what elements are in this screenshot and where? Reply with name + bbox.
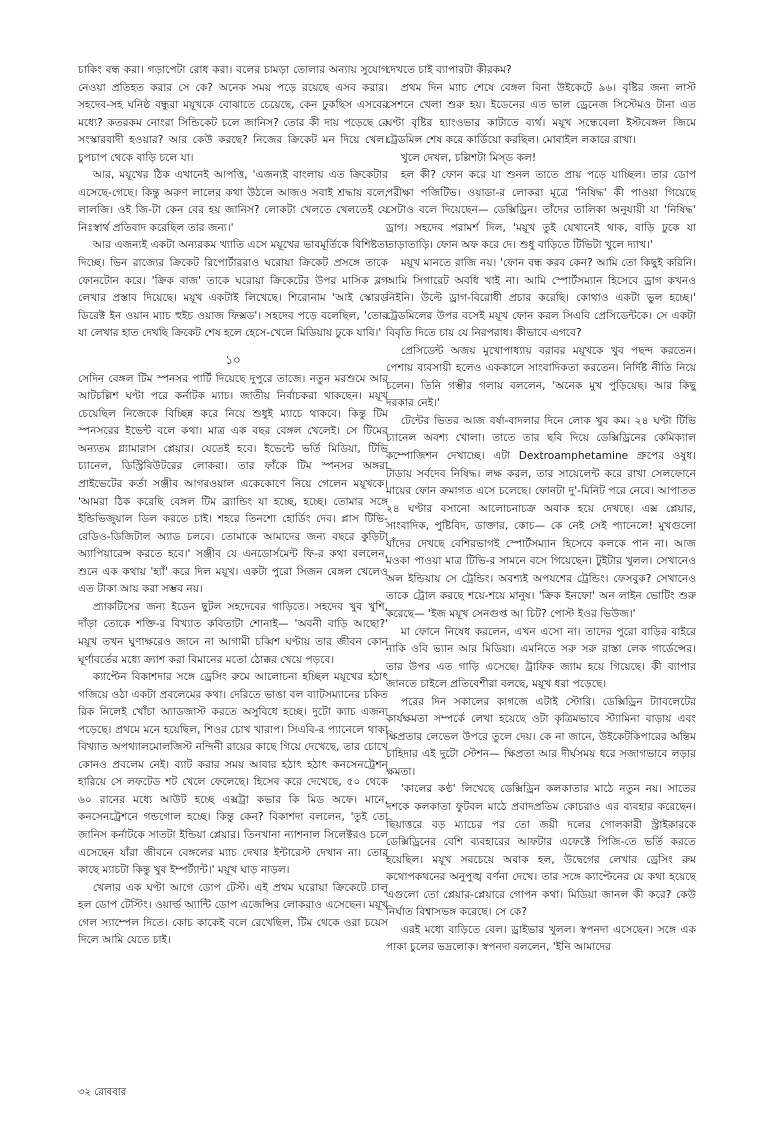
right-column bbox=[386, 62, 696, 957]
body-paragraph: চাকিং বন্ধ করা। গড়াপেটা রোধ করা। বলের চামড়া তোলার অন্যায় সুযোগ নেওয়া প্রতিহত করার সে কে? অনেক সময় পড়ে রয়েছে এসব করার। সহদেব-সহ ঘনিষ্ঠ বন্ধুরা ময়ূখকে বোঝাতে চেয়েছে, কেন ঢুকছিস এসবের মধ্যে? কতরকম নোংরা সিন্ডিকেট চলে জানিস? তোর কী দায় পড়েছে রে সংস্কারবাদী হওয়ার? আর কেউ করছে? নিজের ক্রিকেট মন দিয়ে খেল। চুপচাপ থেকে বাড়ি চলে যা। bbox=[78, 64, 388, 164]
body-paragraph: মা ফোনে নিষেধ করলেন, এখন এসো না। তাদের পুরো বাড়ির বাইরে নাকি ওবি ভ্যান আর মিডিয়া। এমনিতে সরু সরু রাস্তা লেক গার্ডেন্সের। তার উপর এত গাড়ি এসেছে। ট্রাফিক জ্যাম হয়ে গিয়েছে। কী ব্যাপার জানতে চাইলে প্রতিবেশীরা বলছে, ময়ূখ ধরা পড়েছে। bbox=[386, 625, 696, 691]
body-paragraph: খেলার এক ঘণ্টা আগে ডোপ টেস্ট। এই প্রথম ঘরোয়া ক্রিকেটে চালু হল ডোপ টেস্টিং। ওয়ার্ল্ড অ্যান্টি ডোপ এজেন্সির লোকরাও এসেছেন। ময়ূখ গেল স্যাম্পেল দিতে। কোচ কাকেই বলে রেখেছিল, টিম থেকে ওরা চয়েস দিলে আমি যেতে চাই। bbox=[78, 881, 388, 947]
body-paragraph: আর এজন্যই একটা অন্যরকম খ্যাতি এসে ময়ূখের ভাবমূর্তিকে বিশিষ্টতা দিচ্ছে। ভিন রাজ্যের ক্রিকেট রিপোর্টাররাও ঘরোয়া ক্রিকেট প্রসঙ্গে তাকে ফোনটোন করে। 'ক্রিক বাজ' তাকে ঘরোয়া ক্রিকেটের উপর মাসিক ব্লগ লেখার প্রস্তাব দিয়েছে। ময়ূখ একটাই লিখেছে। শিরোনাম 'আই স্কোরড ডিরেক্ট ইন ওয়ান ম্যাচ হুইচ ওয়াজ ফিক্সড'। সহদেব পড়ে বলেছিল, 'তোর যা লেখার হাত দেখছি ক্রিকেট শেষ হলে হেসে-খেলে মিডিয়ায় ঢুকে যাবি।' bbox=[78, 239, 388, 340]
body-paragraph: 'কালের কণ্ঠ' লিখেছে ডেক্সিড্রিন কলকাতার মাঠে নতুন নয়। সাতের দশকে কলকাতা ফুটবল মাঠে প্রবাদপ্রতিম কোচরাও এর ব্যবহার করেছেন। ছিয়াত্তরে বড় ম্যাচের পর তো জয়ী দলের গোলকারী স্ট্রাইকারকে ডেক্সিড্রিনের বেশি ব্যবহারের আফটার এফেক্টে পিজি-তে ভর্তি করতে হয়েছিল। ময়ূখ সবচেয়ে অবাক হল, উদ্বেগের লেখার ড্রেসিং রুম কথোপকথনের অনুপুঙ্খ বর্ণনা দেখে। তার সঙ্গে ক্যাপ্টেনের যে কথা হয়েছে এগুলো তো প্লেয়ার-প্লেয়ারে গোপন কথা। মিডিয়া জানল কী করে? কেউ নির্ঘাত বিশ্বাসভঙ্গ করেছে। সে কে? bbox=[386, 783, 696, 919]
page-number: ৩২ bbox=[78, 1087, 92, 1098]
body-paragraph: আর, ময়ূখের ঠিক এখানেই আপত্তি, 'এজন্যই বাংলায় এত ক্রিকেটার এসেছে-গেছে। কিন্তু অরুণ লালের কথা উঠলে আজও সবাই শ্রদ্ধায় বলে, লালজি। ওই জি-টা কেন বের হয় জানিস? লোকটা খেলতে খেলতেই যে নিঃস্বার্থ প্রতিবাদ করেছিল তার জন্য।' bbox=[78, 169, 388, 234]
body-paragraph: দেখতে চাই ব্যাপারটা কীরকম? bbox=[386, 64, 512, 76]
body-paragraph: হল কী? ফোন করে যা শুনল তাতে প্রায় পড়ে যাচ্ছিল। তার ডোপ পরীক্ষা পজিটিভ। ওয়াডা-র লোকরা মূত্রে 'নিষিদ্ধ' কী পাওয়া গিয়েছে সেটাও বলে দিয়েছেন— ডেক্সিড্রিন। তাঁদের তালিকা অনুযায়ী যা 'নিষিদ্ধ' ড্রাগ। সহদেব পরামর্শ দিল, 'ময়ূখ তুই যেখানেই থাক, বাড়ি ঢুকে যা তাড়াতাড়ি। ফোন অফ করে দে। শুধু বাড়িতে টিভিটা খুলে দ্যাখ।' bbox=[386, 169, 696, 252]
body-paragraph: ক্যাপ্টেন বিকাশদার সঙ্গে ড্রেসিং রুমে আলোচনা হচ্ছিল ময়ূখের হঠাৎ গজিয়ে ওঠা একটা প্রবলেমের কথা। দেরিতে ভাঙা বল ব্যাটসম্যানের চকিত রিক নিলেই খোঁচা অ্যাডজাস্ট করতে অসুবিধে হচ্ছে। দুটো ক্যাচ এজন্য পড়েছে। প্রথমে মনে হয়েছিল, শিওর চোখ খারাপ। সিএবি-র প্যানেলে থাকা বিখ্যাত অপথ্যালমোলজিস্ট নন্দিনী রায়ের কাছে গিয়ে দেখেছে, তার চোখে কোনও প্রবলেম নেই। ব্যাট করার সময় আবার হঠাৎ হঠাৎ কনসেনট্রেশন হারিয়ে সে লফটেড শট খেলে ফেলেছে। হিসেব করে দেখেছে, ৫০ থেকে ৬০ রানের মধ্যে আউট হচ্ছে এক্সট্রা কভার কি মিড অফে। মানে, কনসেনট্রেশনে গন্ডগোল হচ্ছে। কিন্তু কেন? বিকাশদা বললেন, 'তুই তো জানিস কর্নাটকে সাতটা ইন্ডিয়া প্লেয়ার। তিনখানা ন্যাশনাল সিলেক্টরও চলে এসেছেন যাঁরা জীবনে বেঙ্গলের ম্যাচ দেখার ইন্টারেস্ট দেখান না। তোর কাছে ম্যাচটা কিন্তু খুব ইম্পর্ট্যান্ট।' ময়ূখ ঘাড় নাড়ল। bbox=[78, 671, 388, 877]
body-paragraph: পরের দিন সকালের কাগজে এটাই স্টোরি। ডেক্সিড্রিন ট্যাবলেটের কার্যক্ষমতা সম্পর্কে লেখা হয়েছে ওটা কৃত্রিমভাবে স্ট্যামিনা বাড়ায় এবং ক্ষিপ্রতার লেভেল উপরে তুলে দেয়। কে না জানে, উইকেটকিপারের অন্তিম চাহিদার এই দুটো স্টেশন— ক্ষিপ্রতা আর দীর্ঘসময় ধরে সজাগভাবে লড়ার ক্ষমতা। bbox=[386, 695, 696, 778]
body-paragraph: প্রথম দিন ম্যাচ শেষে বেঙ্গল বিনা উইকেটে ৯৬। বৃষ্টির জন্য লাস্ট সেশনে খেলা শুরু হয়। ইডেনের এত ভাল ড্রেনেজ সিস্টেমও টানা এত ঘণ্টা বৃষ্টির হ্যাংওভার কাটাতে ব্যর্থ। ময়ূখ সন্ধেবেলা ইস্টবেঙ্গল জিমে ট্রেডমিল শেষ করে কার্ডিয়ো করছিল। মোবাইল লকারে রাখা। bbox=[386, 81, 696, 147]
body-paragraph: খুলে দেখল, চল্লিশটা মিস্‌ড কল! bbox=[400, 151, 537, 164]
body-paragraph: টেন্টের ভিতর আজ বর্ষা-বাদলার দিনে লোক খুব কম। ২৪ ঘণ্টা টিভি চ্যানেল অবশ্য খোলা। তাতে তার ছবি দিয়ে ডেক্সিড্রিনের কেমিক্যাল কম্পোজিশন দেখাচ্ছে। এটা Dextroamphetamine গ্রুপের ওষুধ। টাডায় সর্বদেব নিষিদ্ধ। লক্ষ করল, তার সায়েলেন্ট করে রাখা সেলফোনে মায়ের ফোন ক্রমাগত এসে চলেছে। ফোনটা দু'-মিনিট পরে নেবে। আপাতত ২৪ ঘণ্টার বসানো আলোচনাচক্র অবাক হয়ে দেখছে। এক্স প্লেয়ার, সাংবাদিক, পুষ্টিবিদ, ডাক্তার, কোচ— কে নেই সেই প্যানেলে! মুখগুলো যাঁদের দেখছে বেশিরভাগই স্পোর্টসম্যান হিসেবে কলকে পান না। আজ মওকা পাওয়া মাত্র টিভি-র সামনে বসে গিয়েছেন। টুইটার খুলল। সেখানেও অল ইন্ডিয়ায় সে ট্রেন্ডিং। অবশ্যই অপযশের ট্রেন্ডিং। ফেসবুক? সেখানেও তাকে ট্রোল করছে শয়ে-শয়ে মানুষ। 'ক্রিক ইনফো' অন লাইন ভোটিং শুরু করেছে— 'ইজ ময়ূখ সেনগুপ্ত আ চিট? পোস্ট ইওর ভিউজ।' bbox=[386, 414, 696, 620]
left-column bbox=[78, 62, 388, 950]
publication-name: রোববার bbox=[94, 1087, 127, 1098]
body-paragraph: এরই মধ্যে বাড়িতে বেল। ড্রাইভার খুলল। স্বপনদা এসেছেন। সঙ্গে এক পাকা চুলের ভদ্রলোক। স্বপনদা বললেন, 'ইনি আমাদের bbox=[386, 923, 696, 954]
body-paragraph: ময়ূখ মানতে রাজি নয়। 'ফোন বন্ধ করব কেন? আমি তো কিছুই করিনি। আমি সিগারেট অবধি খাই না। আমি স্পোর্টসম্যান হিসেবে ড্রাগ কখনও নিইনি। উল্টে ড্রাগ-বিরোধী প্রচার করেছি। কোথাও একটা ভুল হচ্ছে।' ট্রেডমিলের উপর বসেই ময়ূখ ফোন করল সিএবি প্রেসিডেন্টকে। সে একটা বিবৃতি দিতে চায় যে নিরপরাধ। কীভাবে এগবে? bbox=[386, 257, 696, 340]
body-paragraph: প্রেসিডেন্ট অজয় মুখোপাধ্যায় বরাবর ময়ূখকে খুব পছন্দ করতেন। পেশায় ব্যবসায়ী হলেও এককালে সাংবাদিকতা করতেন। নির্দিষ্ট নীতি নিয়ে চলেন। তিনি গম্ভীর গলায় বললেন, 'অনেক মুখ পুড়িয়েছ। আর কিছু দরকার নেই।' bbox=[386, 344, 696, 410]
page-footer bbox=[78, 1086, 126, 1100]
body-paragraph: প্র্যাকটিসের জন্য ইডেন ছুটল সহদেবের গাড়িতে। সহদেব খুব খুশি, দাঁড়া তোকে শক্তি-র বিখ্যাত কবিতাটা শোনাই— 'অবনী বাড়ি আছো?' ময়ূখ তখন ঘুণাক্ষরেও জানে না আগামী চব্বিশ ঘণ্টায় তার জীবন কোন ঘূর্ণাবর্তের মধ্যে ক্র্যাশ করা বিমানের মতো ঠোক্কর খেয়ে পড়বে। bbox=[78, 600, 388, 666]
body-paragraph: সেদিন বেঙ্গল টিম স্পনসর পার্টি দিয়েছে দুপুরে তাজে। নতুন মরশুমে আর আটচল্লিশ ঘণ্টা পরে কর্নাটক ম্যাচ। জাতীয় নির্বাচকরা থাকছেন। ময়ূখ চেয়েছিল নিজেকে বিচ্ছিন্ন করে নিয়ে শুধুই ম্যাচে থাকবে। কিন্তু টিম স্পনসরের ইভেন্ট বলে কথা। মাত্র এক বছর বেঙ্গল খেলেই। সে টিমের অন্যতম গ্ল্যামারাস প্লেয়ার। যেতেই হবে। ইভেন্টে ভর্তি মিডিয়া, টিভি চ্যানেল, ডিস্ট্রিবিউটরের লোকরা। তার ফাঁকে টিম স্পনসর অঙ্গরা প্রাইভেটের কর্তা সঞ্জীব আগরওয়াল একেকোণে নিয়ে গেলেন ময়ূখকে। 'আমরা ঠিক করেছি বেঙ্গল টিম ব্র্যান্ডিং যা হচ্ছে, হচ্ছে। তোমার সঙ্গে ইন্ডিভিজুয়াল ডিল করতে চাই। শহরে তিনশো হোর্ডিং দেব। প্লাস টিভি-রেডিও-ডিজিটাল অ্যাড চলবে। তোমাকে আমাদের জন্য বছরে কুড়িটা অ্যাপিয়ারেন্স করতে হবে।' সঞ্জীব যে এনডোর্সমেন্ট ফি-র কথা বললেন, শুনে এক কথায় 'হ্যাঁ' করে দিল ময়ূখ। একটা পুরো সিজন বেঙ্গল খেলেও এত টাকা আয় করা সম্ভব নয়। bbox=[78, 372, 388, 596]
section-number: ১০ bbox=[225, 352, 241, 367]
